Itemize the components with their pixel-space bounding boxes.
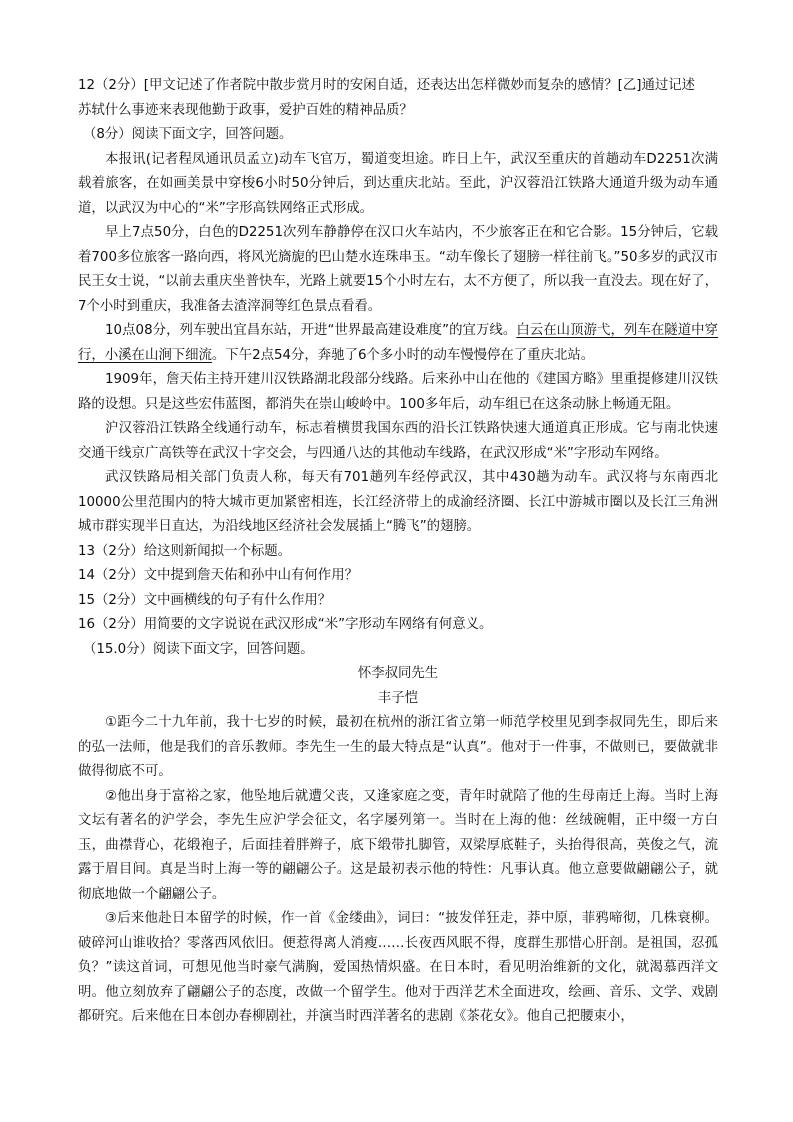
question-15: 15（2分）文中画横线的句子有什么作用？: [78, 592, 332, 608]
question-12: [78, 74, 718, 123]
reading-1-paragraph-3: [78, 319, 718, 368]
essay-paragraph-1: ①距今二十九年前，我十七岁的时候，最初在杭州的浙江省立第一师范学校里见到李叔同先生，即后来的弘一法师，他是我们的音乐教师。李先生一生的最大特点是“认真”。他对于一件事，不做则已，要做就非做得彻底不可。: [78, 715, 718, 779]
reading-1-paragraph-5: 沪汉蓉沿江铁路全线通行动车，标志着横贯我国东西的沿长江铁路快速大通道真正形成。它与南北快速交通干线京广高铁等在武汉十字交会，与四通八达的其他动车线路，在武汉形成“米”字形动车网络。: [78, 421, 718, 461]
question-12-line-2: 苏轼什么事迹来表现他勤于政事，爱护百姓的精神品质？: [78, 102, 413, 118]
question-14: 14（2分）文中提到詹天佑和孙中山有何作用？: [78, 568, 358, 583]
underlined-sentence: 白云在山顶游弋，列车在隧道中穿行，小溪在山涧下细流: [78, 323, 719, 363]
paragraph-3-text-after: 。下午2点54分，奔驰了6个多小时的动车慢慢停在了重庆北站。: [211, 347, 595, 363]
reading-1-paragraph-4: 1909年，詹天佑主持开建川汉铁路湖北段部分线路。后来孙中山在他的《建国方略》里重提修建川汉铁路的设想。只是这些宏伟蓝图，都消失在崇山峻岭中。100多年后，动车组已在这条动脉上畅通无阻。: [78, 372, 718, 412]
reading-1-paragraph-1: 本报讯(记者程凤通讯员孟立)动车飞官万，蜀道变坦途。昨日上午，武汉至重庆的首趟动车D2251次满载着旅客，在如画美景中穿梭6小时50分钟后，到达重庆北站。至此，沪汉蓉沿江铁路大通道升级为动车通道，以武汉为中心的“米”字形高铁网络正式形成。: [78, 151, 718, 216]
reading-2-intro: （15.0分）阅读下面文字，回答问题。: [83, 641, 314, 657]
document-content: [78, 74, 718, 1030]
essay-paragraph-3: ③后来他赴日本留学的时候，作一首《金缕曲》，词曰：“披发佯狂走，莽中原，菲鸦啼彻，几株衰柳。破碎河山谁收拾？零落西风依旧。便惹得离人消瘦……长夜西风眠不得，度群生那惜心肝剖。是祖国，忍孤负？”读这首词，可想见他当时豪气满胸，爱国热情炽盛。在日本时，看见明治维新的文化，就渴慕西洋文明。他立刻放弃了翩翩公子的态度，改做一个留学生。他对于西洋艺术全面进攻，绘画、音乐、文学、戏剧都研究。后来他在日本创办春柳剧社，并演当时西洋著名的悲剧《茶花女》。他自己把腰束小，: [78, 911, 718, 1024]
essay-author: 丰子恺: [377, 690, 419, 706]
reading-1-intro: （8分）阅读下面文字，回答问题。: [83, 127, 293, 142]
reading-1-paragraph-2: 早上7点50分，白色的D2251次列车静静停在汉口火车站内，不少旅客正在和它合影。15分钟后，它载着700多位旅客一路向西，将风光旖旎的巴山楚水连珠串玉。“动车像长了翅膀一样往前飞。”50多岁的武汉市民王女士说，“以前去重庆坐普快车，光路上就要15个小时左右，太不方便了，所以我一直没去。现在好了，7个小时到重庆，我准备去渣滓洞等红色景点看看。: [78, 225, 718, 314]
essay-title: 怀李叔同先生: [357, 666, 439, 681]
question-13: 13（2分）给这则新闻拟一个标题。: [78, 543, 292, 559]
essay-paragraph-2: ②他出身于富裕之家，他坠地后就遭父丧，又逢家庭之变，青年时就陪了他的生母南迁上海。当时上海文坛有著名的沪学会，李先生应沪学会征文，名字屡列第一。当时在上海的他：丝绒碗帽，正中缀一方白玉，曲襟背心，花缎袍子，后面挂着胖辫子，底下缎带扎脚管，双梁厚底鞋子，头抬得很高，英俊之气，流露于眉目间。真是当时上海一等的翩翩公子。这是最初表示他的特性：凡事认真。他立意要做翩翩公子，就彻底地做一个翩翩公子。: [78, 788, 718, 902]
question-16: 16（2分）用简要的文字说说在武汉形成“米”字形动车网络有何意义。: [78, 617, 493, 632]
reading-1-paragraph-6: 武汉铁路局相关部门负责人称，每天有701趟列车经停武汉，其中430趟为动车。武汉将与东南西北10000公里范围内的特大城市更加紧密相连，长江经济带上的成渝经济圈、长江中游城市圈以及长江三角洲城市群实现半日直达，为沿线地区经济社会发展插上“腾飞”的翅膀。: [78, 470, 718, 534]
question-12-line-1: 12（2分）[甲文记述了作者院中散步赏月时的安闲自适，还表达出怎样微妙而复杂的感情？[乙]通过记述: [78, 78, 696, 93]
paragraph-3-text-before: 10点08分，列车驶出宜昌东站，开进“世界最高建设难度”的宜万线。: [105, 323, 517, 338]
